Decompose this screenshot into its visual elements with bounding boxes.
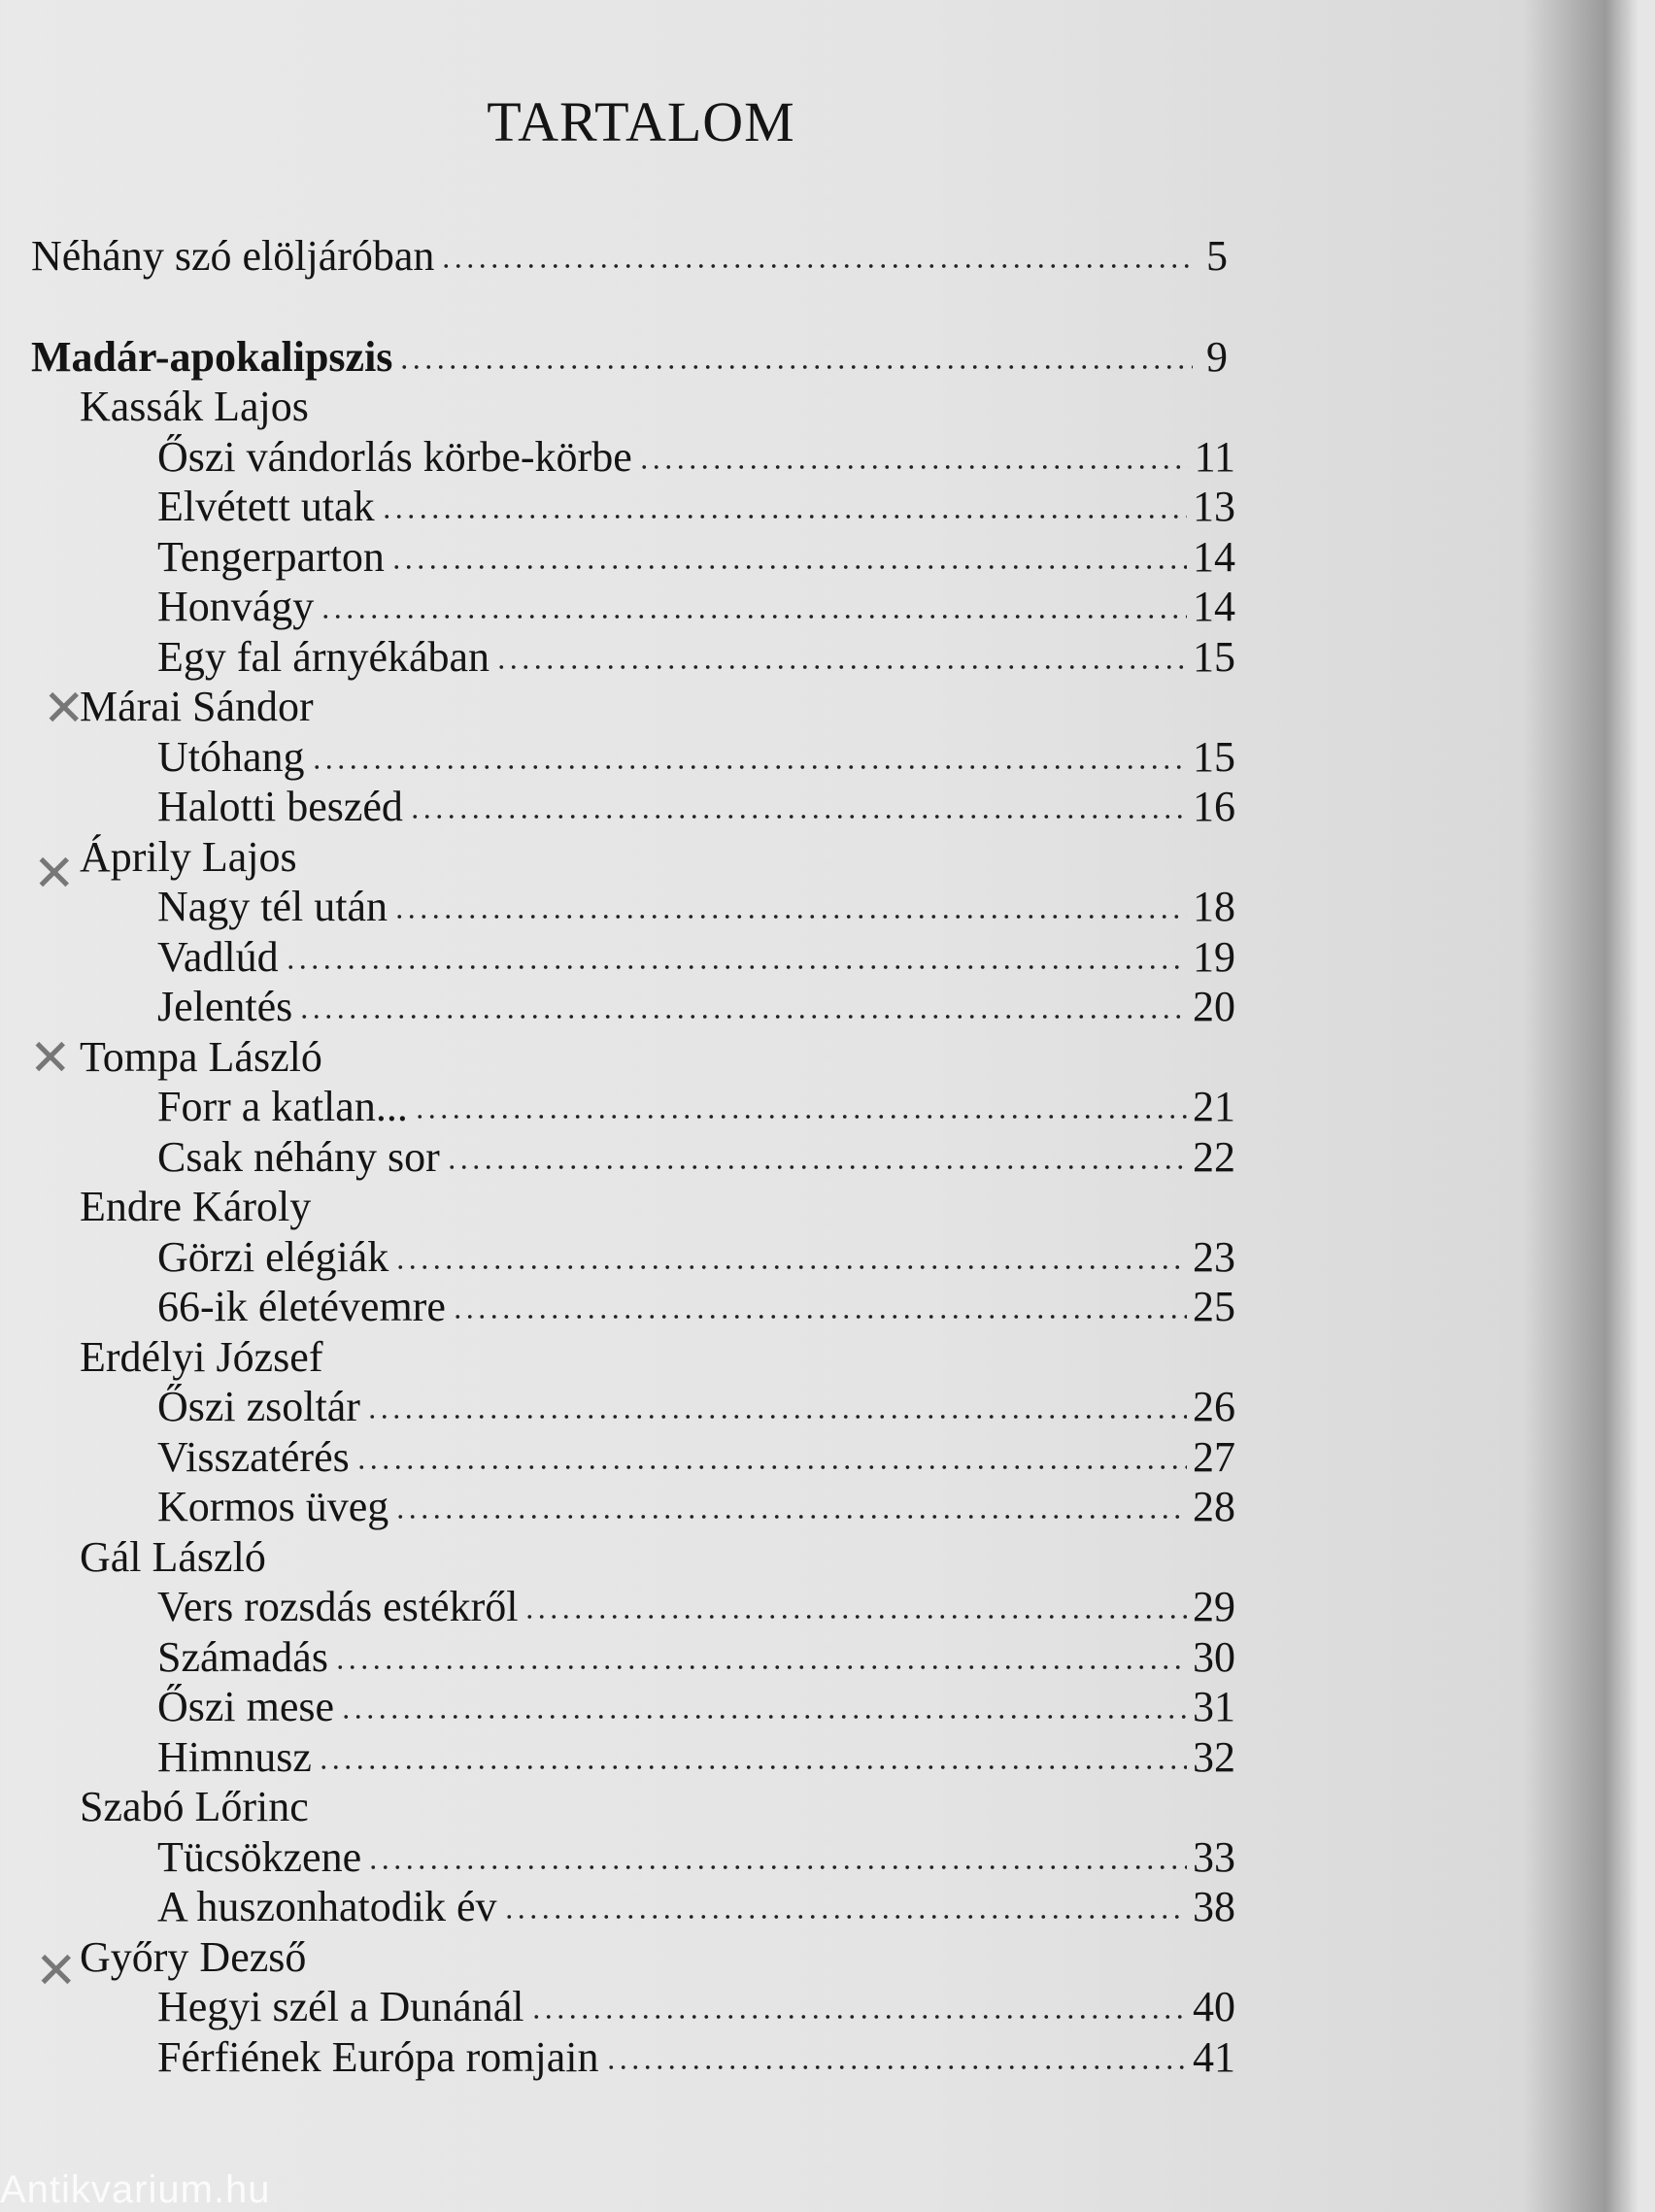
author-name: Tompa László [80, 1032, 322, 1081]
entry-title: Őszi zsoltár [157, 1383, 360, 1430]
toc-entry [31, 2032, 1235, 2083]
toc-entry [31, 882, 1235, 932]
entry-title: Számadás [157, 1632, 328, 1681]
page-number: 41 [1193, 2032, 1235, 2081]
page-number: 20 [1193, 983, 1235, 1030]
dot-leader [446, 1163, 1187, 1171]
entry-title: Vers rozsdás estékről [157, 1583, 519, 1630]
dot-leader [503, 1913, 1187, 1921]
toc-entry [31, 231, 1235, 282]
dot-leader [605, 2063, 1187, 2071]
dot-leader [334, 1663, 1187, 1671]
entry-title: Jelentés [157, 983, 293, 1030]
page-number: 18 [1193, 883, 1235, 930]
dot-leader [495, 663, 1187, 671]
page-number: 19 [1193, 932, 1235, 981]
pencil-mark-icon: ✕ [35, 1942, 78, 2000]
toc-author [31, 1932, 1235, 1983]
page-number: 28 [1193, 1483, 1235, 1530]
page-number: 23 [1193, 1232, 1235, 1281]
dot-leader [366, 1413, 1187, 1421]
page-number: 27 [1193, 1432, 1235, 1481]
dot-leader [390, 563, 1187, 571]
toc-entry [31, 932, 1235, 983]
page-number: 14 [1193, 532, 1235, 581]
author-name: Endre Károly [80, 1183, 312, 1230]
dot-leader [524, 1613, 1187, 1621]
toc-author [31, 682, 1235, 732]
toc-author [31, 1332, 1235, 1383]
dot-leader [285, 963, 1187, 971]
toc-section [31, 332, 1235, 383]
toc-entry [31, 732, 1235, 783]
toc-author [31, 1182, 1235, 1232]
entry-title: Férfiének Európa romjain [157, 2032, 599, 2081]
entry-title: Hegyi szél a Dunánál [157, 1983, 524, 2030]
entry-title: Görzi elégiák [157, 1232, 389, 1281]
dot-leader [318, 1763, 1187, 1771]
author-name: Kassák Lajos [80, 383, 309, 430]
toc-entry [31, 782, 1235, 832]
table-of-contents [31, 231, 1235, 2082]
toc-entry [31, 982, 1235, 1032]
page-number: 29 [1193, 1583, 1235, 1630]
toc-entry [31, 1632, 1235, 1683]
page-number: 11 [1194, 432, 1235, 481]
toc-entry [31, 1882, 1235, 1932]
entry-title: 66-ik életévemre [157, 1283, 446, 1330]
page-number: 14 [1193, 583, 1235, 630]
dot-leader [320, 613, 1187, 620]
author-name: Gál László [80, 1532, 266, 1581]
watermark: Antikvarium.hu [0, 2168, 271, 2211]
entry-title: A huszonhatodik év [157, 1883, 497, 1930]
entry-title: Tengerparton [157, 532, 385, 581]
toc-entry [31, 482, 1235, 532]
toc-author [31, 832, 1235, 883]
author-name: Márai Sándor [80, 683, 314, 730]
dot-leader [394, 1263, 1187, 1271]
author-name: Győry Dezső [80, 1932, 307, 1981]
toc-author [31, 1532, 1235, 1583]
toc-entry [31, 1232, 1235, 1283]
dot-leader [381, 513, 1187, 520]
dot-leader [393, 913, 1187, 921]
dot-leader [638, 463, 1189, 471]
toc-entry [31, 532, 1235, 583]
dot-leader [398, 363, 1193, 371]
toc-entry [31, 1682, 1235, 1732]
author-name: Erdélyi József [80, 1332, 323, 1381]
pencil-mark-icon: ✕ [29, 1029, 72, 1088]
toc-entry [31, 1982, 1235, 2032]
dot-leader [414, 1113, 1187, 1121]
entry-title: Visszatérés [157, 1432, 350, 1481]
entry-title: Utóhang [157, 732, 305, 781]
page-number: 21 [1193, 1083, 1235, 1130]
section-title: Madár-apokalipszis [31, 332, 393, 381]
entry-title: Kormos üveg [157, 1483, 389, 1530]
entry-title: Elvétett utak [157, 483, 375, 530]
page-number: 40 [1193, 1983, 1235, 2030]
author-name: Szabó Lőrinc [80, 1783, 309, 1830]
entry-title: Vadlúd [157, 932, 279, 981]
author-name: Áprily Lajos [80, 832, 297, 881]
toc-entry [31, 1432, 1235, 1483]
entry-title: Csak néhány sor [157, 1132, 440, 1181]
entry-title: Egy fal árnyékában [157, 632, 490, 681]
entry-title: Himnusz [157, 1732, 312, 1781]
toc-entry [31, 1832, 1235, 1883]
entry-title: Őszi vándorlás körbe-körbe [157, 432, 632, 481]
toc-entry [31, 582, 1235, 632]
pencil-mark-icon: ✕ [43, 680, 85, 738]
entry-title: Halotti beszéd [157, 783, 403, 830]
page-number: 38 [1193, 1883, 1235, 1930]
dot-leader [367, 1863, 1187, 1871]
entry-title: Tücsökzene [157, 1832, 362, 1881]
page-number: 25 [1193, 1283, 1235, 1330]
page-number: 26 [1193, 1383, 1235, 1430]
toc-entry [31, 1382, 1235, 1432]
page-number: 16 [1193, 783, 1235, 830]
dot-leader [394, 1513, 1187, 1521]
page-number: 31 [1193, 1683, 1235, 1730]
dot-leader [530, 2013, 1187, 2021]
toc-entry [31, 1282, 1235, 1332]
page-number: 9 [1206, 332, 1228, 381]
toc-entry [31, 1132, 1235, 1183]
page-number: 33 [1193, 1832, 1235, 1881]
toc-entry [31, 1082, 1235, 1132]
dot-leader [452, 1313, 1187, 1321]
entry-title: Forr a katlan... [157, 1083, 408, 1130]
page-number: 30 [1193, 1632, 1235, 1681]
toc-entry [31, 1482, 1235, 1532]
dot-leader [440, 262, 1193, 270]
toc-entry [31, 432, 1235, 483]
page-number: 13 [1193, 483, 1235, 530]
page-title: TARTALOM [487, 90, 795, 153]
page-number: 15 [1193, 732, 1235, 781]
page-number: 32 [1193, 1732, 1235, 1781]
pencil-mark-icon: ✕ [33, 845, 76, 903]
toc-entry [31, 632, 1235, 683]
entry-title: Nagy tél után [157, 883, 388, 930]
page-number: 5 [1206, 232, 1228, 280]
page-number: 22 [1193, 1132, 1235, 1181]
dot-leader [298, 1013, 1187, 1021]
toc-entry [31, 1732, 1235, 1783]
page-number: 15 [1193, 632, 1235, 681]
entry-title: Honvágy [157, 583, 315, 630]
toc-entry [31, 1582, 1235, 1632]
dot-leader [340, 1713, 1187, 1721]
entry-title: Néhány szó elöljáróban [31, 232, 435, 280]
toc-author [31, 1782, 1235, 1832]
dot-leader [311, 763, 1187, 771]
dot-leader [409, 813, 1187, 821]
dot-leader [355, 1463, 1187, 1471]
entry-title: Őszi mese [157, 1683, 335, 1730]
toc-author [31, 382, 1235, 432]
toc-author [31, 1032, 1235, 1083]
